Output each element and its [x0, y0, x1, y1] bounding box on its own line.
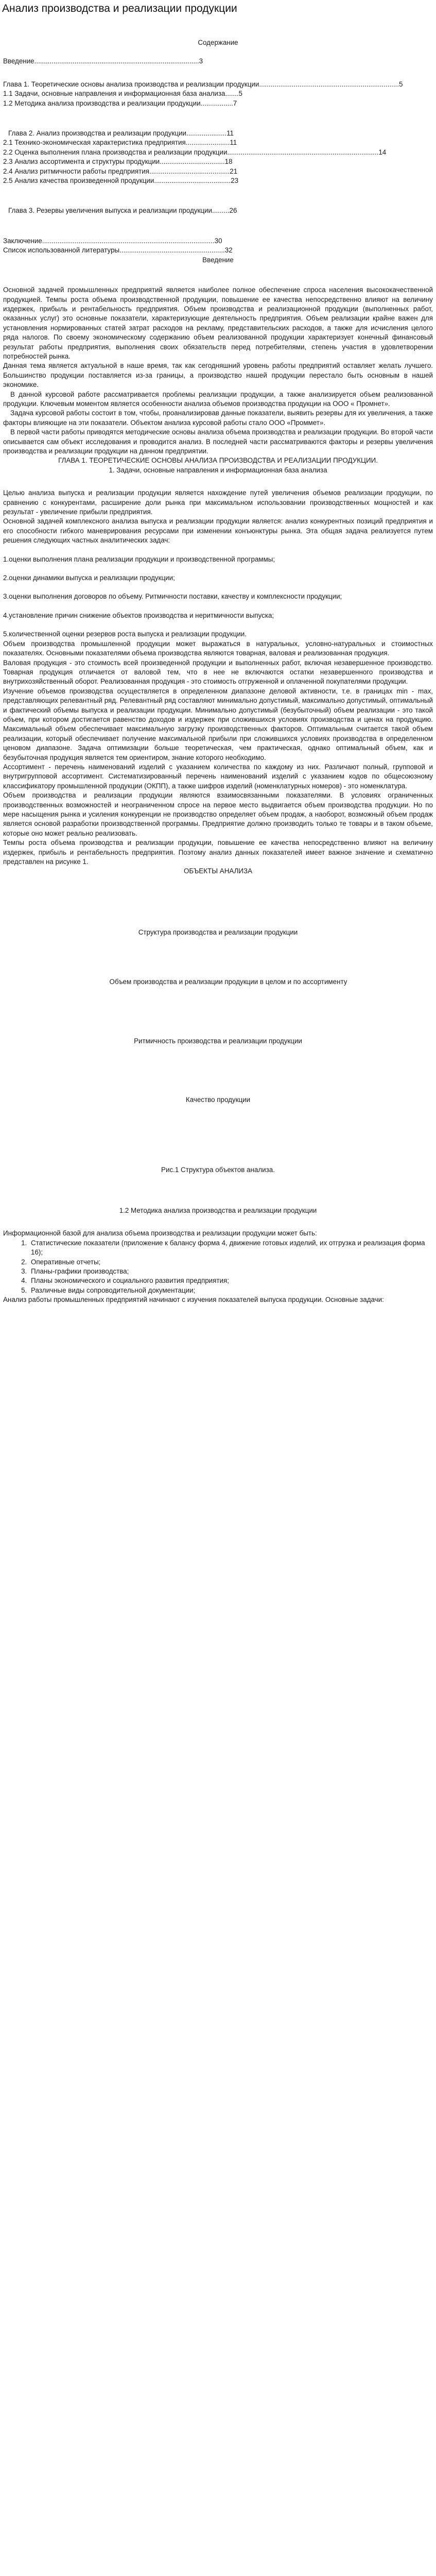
list-item: 2. Оперативные отчеты;	[29, 1258, 433, 1267]
chapter1-paragraph-3: Изучение объемов производства осуществляется в определенном диапазоне деловой активности, т.е. в границах min - max, представляющих релевантный ряд. Релевантный ряд составляют минимально допустимый, максимально допустимый, оптимальный и фактический объемы выпуска и реализации продукции. Минимально допустимый (безубыточный) объем реализации - это такой объем, при котором достигается равенство доходов и издержек при сложившихся условиях производства и ценах на продукцию. Максимальный объем обеспечивает максимальную загрузку производственных факторов. Оптимальным считается такой объем реализации, который обеспечивает получение максимальной прибыли при сложившихся условиях производства в определенном ценовом диапазоне. Задача оптимизации больше теоретическая, чем практическая, однако оптимальный объем, как и безубыточная продукция является тем ориентиром, знание которого необходимо.	[3, 687, 433, 761]
chapter1-final-paragraph: Анализ работы промышленных предприятий начинают с изучения показателей выпуска продукции. Основные задачи:	[3, 1296, 384, 1304]
toc-heading: Содержание	[198, 39, 238, 46]
toc-line-2-3: 2.3 Анализ ассортимента и структуры продукции..................................18	[3, 158, 233, 166]
section-1-2-heading: 1.2 Методика анализа производства и реализации продукции	[119, 1206, 317, 1214]
toc-line-bibliography: Список использованной литературы.......................................................32	[3, 246, 233, 255]
analysis-objects-diagram	[3, 867, 433, 1175]
intro-paragraph-5: В первой части работы приводятся методические основы анализа объема производства и реализации продукции. Во второй части описывается сам объект исследования и проводится анализ. В последней части рассматриваются факторы и резервы увеличения производства и реализации продукции на данном предприятии.	[3, 428, 433, 455]
chapter1-task-2: 2.оценки динамики выпуска и реализации продукции;	[3, 574, 175, 582]
toc-line-chapter2: Глава 2. Анализ производства и реализации продукции.....................11	[8, 129, 234, 138]
chapter1-paragraph-4: Ассортимент - перечень наименований изделий с указанием количества по каждому из них. Различают полный, групповой и внутригрупповой ассортимент. Систематизированный перечень наименований изделий с указанием кодов по общесоюзному классификатору промышленной продукции (ОКПП), а также шифров изделий (номенклатурных номеров) - это номенклатура.	[3, 762, 433, 790]
chapter1-goal-paragraph: Целью анализа выпуска и реализации продукции является нахождение путей увеличения объемов реализации продукции, по сравнению с конкурентами, расширение доли рынка при максимальном использовании производственных мощностей и как результат - увеличение прибыли предприятия.	[3, 489, 433, 516]
toc-line-1-1: 1.1 Задачи, основные направления и информационная база анализа.......5	[3, 90, 242, 98]
chapter1-paragraph-6: Темпы роста объема производства и реализации продукции, повышение ее качества непосредственно влияют на величину издержек, прибыль и рентабельность предприятия. Поэтому анализ данных показателей имеет важное значение и схематично представлен на рисунке 1.	[3, 839, 433, 866]
toc-line-conclusion: Заключение..........................................................................................30	[3, 236, 222, 245]
diagram-title: ОБЪЕКТЫ АНАЛИЗА	[183, 867, 253, 875]
diagram-item-structure: Структура производства и реализации продукции	[138, 928, 298, 936]
chapter1-task-5: 5.количественной оценки резервов роста выпуска и реализации продукции.	[3, 630, 247, 638]
diagram-caption: Рис.1 Структура объектов анализа.	[161, 1166, 275, 1174]
chapter1-paragraph-1: Объем производства промышленной продукции может выражаться в натуральных, условно-натуральных и стоимостных показателях. Основными показателями объема производства являются товарная, валовая и реализованная продукция.	[3, 639, 433, 657]
toc-line-chapter1: Глава 1. Теоретические основы анализа производства и реализации продукции.........................................................................5	[3, 80, 403, 88]
toc-line-chapter3: Глава 3. Резервы увеличения выпуска и реализации продукции.........26	[8, 207, 237, 215]
list-item: 3. Планы-графики производства;	[29, 1267, 433, 1276]
diagram-item-rhythm: Ритмичность производства и реализации продукции	[134, 1037, 302, 1045]
chapter1-task-3: 3.оценки выполнения договоров по объему. Ритмичности поставки, качеству и комплексности продукции;	[3, 592, 342, 601]
toc-line-2-5: 2.5 Анализ качества произведенной продукции........................................23	[3, 177, 239, 185]
document-title: Анализ производства и реализации продукции	[2, 3, 237, 14]
chapter1-task-1: 1.оценки выполнения плана реализации продукции и производственной программы;	[3, 555, 275, 563]
chapter1-paragraph-2: Валовая продукция - это стоимость всей произведенной продукции и выполненных работ, включая незавершенное производство. Товарная продукция отличается от валовой тем, что в нее не включаются остатки незавершенного производства и внутрихозяйственный оборот. Реализованная продукция - это стоимость отгруженной и оплаченной покупателями продукции.	[3, 658, 433, 686]
intro-heading: Введение	[202, 256, 234, 264]
toc-line-1-2: 1.2 Методика анализа производства и реализации продукции.................7	[3, 99, 237, 107]
chapter1-heading: ГЛАВА 1. ТЕОРЕТИЧЕСКИЕ ОСНОВЫ АНАЛИЗА ПРОИЗВОДСТВА И РЕАЛИЗАЦИИ ПРОДУКЦИИ.	[58, 456, 378, 465]
intro-paragraph-4: Задача курсовой работы состоит в том, чтобы, проанализировав данные показатели, выявить резервы для их увеличения, а также факторы влияющие на эти показатели. Объектом анализа курсовой работы стало ООО «Проммет».	[3, 409, 433, 427]
toc-line-2-4: 2.4 Анализ ритмичности работы предприятия..........................................21	[3, 167, 238, 175]
diagram-item-volume: Объем производства и реализации продукции в целом и по ассортименту	[109, 978, 347, 986]
chapter1-task-4: 4.установление причин снижение объектов производства и неритмичности выпуска;	[3, 611, 274, 619]
chapter1-tasks-intro: Основной задачей комплексного анализа выпуска и реализации продукции является: анализ конкурентных позиций предприятия и его способности гибкого маневрирования ресурсами при изменении конъюнктуры рынка. Эта общая задача реализуется путем решения следующих частных аналитических задач:	[3, 517, 433, 545]
list-item: 4. Планы экономического и социального развития предприятия;	[29, 1276, 433, 1285]
toc-line-2-2: 2.2 Оценка выполнения плана производства и реализации продукции...............................................................................14	[3, 148, 387, 156]
section-1-1-heading: 1. Задачи, основные направления и информационная база анализа	[109, 466, 327, 474]
chapter1-paragraph-5: Объем производства и реализации продукции являются взаимосвязанными показателями. В условиях ограниченных производственных возможностей и неограниченном спросе на первое место выдвигается объем производства продукции. Но по мере насыщения рынка и усиления конкуренции не производство определяет объем продаж, а наоборот, возможный объем продаж является основой разработки производственной программы. Предприятие должно производить только те товары и в таком объеме, которые оно может реально реализовать.	[3, 791, 433, 837]
info-base-intro: Информационной базой для анализа объема производства и реализации продукции может быть:	[3, 1229, 317, 1238]
info-base-list	[3, 1239, 433, 1295]
intro-paragraph-1: Основной задачей промышленных предприятий является наиболее полное обеспечение спроса населения высококачественной продукцией. Темпы роста объема производственной продукции, повышение ее качества непосредственно влияют на величину издержек, прибыль и рентабельность предприятия. Объем производства и реализационной продукции (выполненных работ, оказанных услуг) это основные показатели, характеризующие деятельность предприятия. Объем реализации крайне важен для установления нормированных статей затрат расходов на рекламу, представительских расходов, а также для исчисления целого ряда налогов. По своему экономическому содержанию объем реализованной продукции характеризует конечный финансовый результат работы предприятия, выполнения своих обязательств перед потребителями, степень участия в удовлетворении потребностей рынка.	[3, 286, 433, 360]
document-body	[0, 38, 436, 1305]
diagram-item-quality: Качество продукции	[185, 1096, 251, 1104]
intro-paragraph-2: Данная тема является актуальной в наше время, так как сегодняшний уровень работы предприятий оставляет желать лучшего. Большинство продукции поставляется из-за границы, а производство нашей продукции перестало быть основным в нашей экономике.	[3, 362, 433, 389]
toc-line-2-1: 2.1 Технико-экономическая характеристика предприятия.......................11	[3, 139, 237, 147]
intro-paragraph-3: В данной курсовой работе рассматривается проблемы реализации продукции, а также анализируется объем реализованной продукции. Ключевым моментом является особенности анализа объемов производства продукции на ООО « Промнет».	[3, 390, 433, 408]
list-item: 5. Различные виды сопроводительной документации;	[29, 1286, 433, 1295]
toc-line-intro: Введение......................................................................................3	[3, 57, 203, 65]
list-item: 1. Статистические показатели (приложение к балансу форма 4, движение готовых изделий, их отгрузка и реализация форма 16);	[29, 1239, 433, 1258]
